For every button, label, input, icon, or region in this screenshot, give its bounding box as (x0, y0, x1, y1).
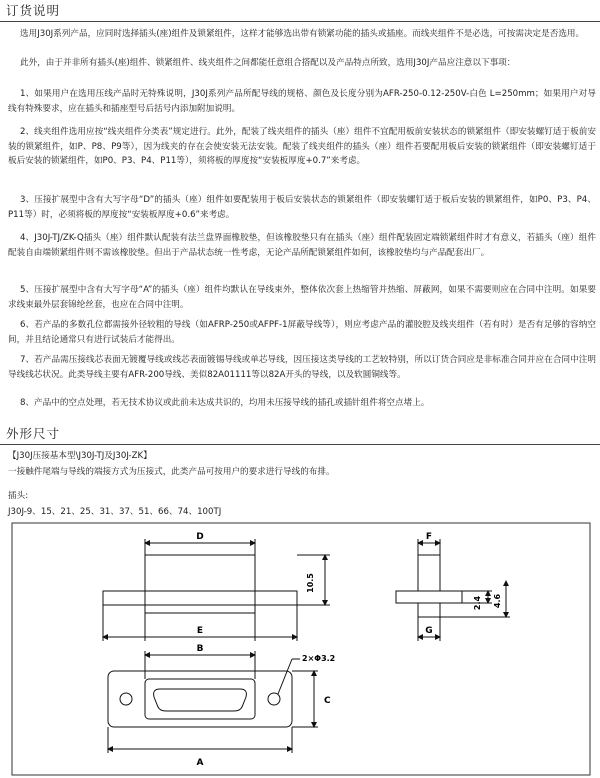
mounting-hole-right (268, 693, 280, 705)
label-side-h2: 4.6 (493, 593, 502, 609)
order-item-7: 7、若产品需压接线芯表面无镀覆导线或线芯表面镀锡导线或单芯导线，因压接这类导线的工艺较特别，所以订货合同应是非标准合同并应在合同中注明导线线芯状况。此类导线主要有AFR-200导线、美似82A01111等以82A开头的导线，以及软圆铜线等。 (8, 355, 596, 380)
order-section-title: 订货说明 (6, 3, 61, 18)
side-flange (396, 591, 462, 603)
front-flange (103, 591, 297, 605)
dimension-section-title: 外形尺寸 (6, 426, 61, 441)
order-item-3: 3、压接扩展型中含有大写字母“D”的插头（座）组件如要配装用于板后安装状态的锁紧组件（即安装螺钉适于板后安装的锁紧组件，如P0、P3、P4、P11等）时，必须将板的厚度按“安装板厚度+0.6”来考虑。 (8, 195, 596, 220)
front-view (103, 539, 330, 641)
section-divider (0, 444, 600, 445)
label-A: A (196, 758, 204, 768)
label-G: G (425, 626, 433, 636)
label-E: E (196, 626, 204, 636)
drawing-frame (12, 523, 590, 775)
label-F: F (425, 532, 433, 542)
side-tail (418, 603, 440, 617)
front-body (145, 555, 255, 613)
section-divider (0, 21, 600, 22)
order-item-4: 4、J30J-TJ/ZK-Q插头（座）组件默认配装有法兰盘界面橡胶垫，但该橡胶垫只有在插头（座）组件配装固定端锁紧组件时才有意义，若插头（座）组件配装自由端锁紧组件则不需该橡胶垫。但出于产品状态统一性考虑，无论产品所配锁紧组件如何，该橡胶垫均与产品配套出厂。 (8, 233, 596, 258)
model-list: J30J-9、15、21、25、31、37、51、66、74、100TJ (8, 507, 222, 517)
order-item-6: 6、若产品的多数孔位都需接外径较粗的导线（如AFRP-250或AFPF-1屏蔽导线等），则应考虑产品的灌胶腔及线夹组件（若有时）是否有足够的容纳空间，并且结论通常只有进行试装后才能得出。 (8, 320, 596, 345)
label-front-height: 10.5 (306, 573, 315, 593)
dimension-subtitle: 【J30J压接基本型\J30J-TJ及J30J-ZK】 (8, 451, 152, 461)
bottom-body (145, 679, 255, 719)
label-D: D (196, 532, 204, 542)
side-view (396, 539, 510, 641)
label-side-h1: 2.4 (473, 595, 482, 611)
side-body (418, 555, 440, 591)
order-item-8: 8、产品中的空点处理，若无技术协议或此前未达成共识的，均用未压接导线的插孔或插针组件将空点堵上。 (20, 398, 430, 408)
order-paragraph-intro: 选用J30J系列产品，应同时选择插头(座)组件及锁紧组件，这样才能够选出带有锁紧功能的插头或插座。而线夹组件不是必选，可按需决定是否选用。 (20, 29, 585, 39)
label-B: B (196, 644, 204, 654)
dimension-drawing (0, 521, 600, 778)
contact-slot (154, 689, 247, 711)
mounting-hole-left (120, 693, 132, 705)
order-item-5: 5、压接扩展型中含有大写字母“A”的插头（座）组件均默认在导线束外，整体依次套上热缩管并热缩、屏蔽网，如果不需要则应在合同中注明。如果要求线束最外层套锦纶丝套，也应在合同中注明。 (8, 285, 596, 310)
label-C: C (324, 696, 331, 706)
dimension-description: 一接触件尾端与导线的端接方式为压接式，此类产品可按用户的要求进行导线的布排。 (8, 467, 335, 477)
bottom-view (108, 651, 318, 753)
order-item-1: 1、如果用户在选用压线产品时无特殊说明，J30J系列产品所配导线的规格、颜色及长度分别为AFR-250-0.12-250V-白色 L=250mm；如果用户对导线有特殊要求，应在插头和插座型号后括号内添加附加说明。 (8, 89, 596, 114)
label-holes: 2×Φ3.2 (302, 654, 336, 663)
order-paragraph-note: 此外，由于并非所有插头(座)组件、锁紧组件、线夹组件之间都能任意组合搭配以及产品特点所致，选用J30J产品应注意以下事项： (20, 58, 516, 68)
plug-label: 插头: (8, 491, 29, 501)
order-item-2: 2、线夹组件选用应按“线夹组件分类表”规定进行。此外，配装了线夹组件的插头（座）组件不宜配用板前安装状态的锁紧组件（即安装螺钉适于板前安装的锁紧组件，如P、P8、P9等），因为线夹的存在会使安装无法安装。配装了线夹组件的插头（座）组件若要配用板后安装的锁紧组件（即安装螺钉适于板后安装的锁紧组件，如P0、P3、P4、P11等），须将板的厚度按“安装板厚度+0.7”来考虑。 (8, 127, 596, 167)
